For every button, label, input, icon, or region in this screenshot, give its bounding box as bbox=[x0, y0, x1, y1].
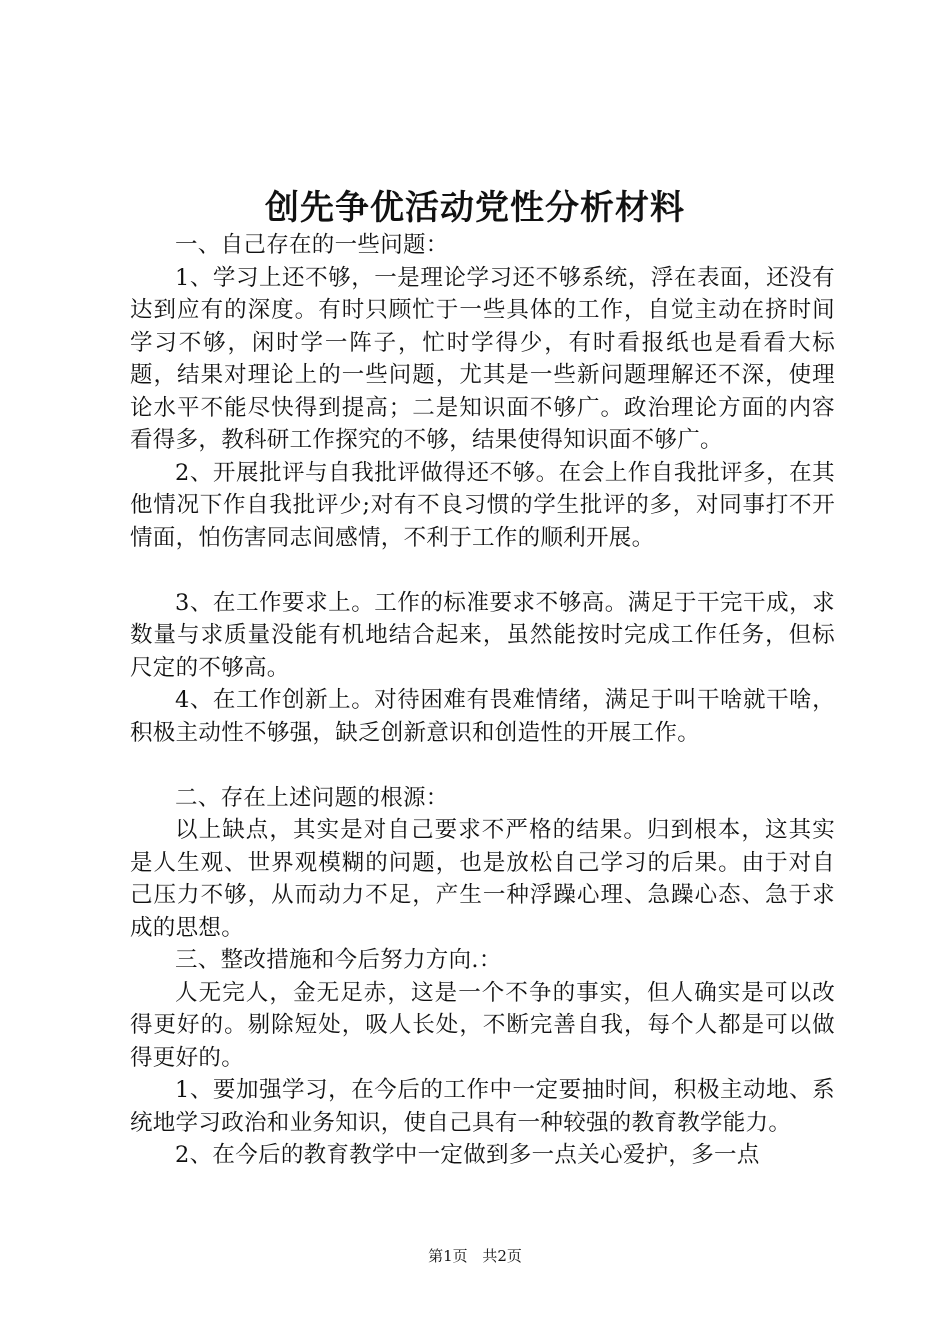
page-footer bbox=[0, 1246, 950, 1266]
paragraph-care-students: 2、在今后的教育教学中一定做到多一点关心爱护，多一点 bbox=[175, 1142, 760, 1168]
paragraph-root-causes: 以上缺点，其实是对自己要求不严格的结果。归到根本，这其实是人生观、世界观模糊的问题，也是放松自己学习的后果。由于对自己压力不够，从而动力不足，产生一种浮躁心理、急躁心态、急于求成的思想。 bbox=[130, 817, 835, 941]
section-heading-root-causes: 二、存在上述问题的根源： bbox=[175, 784, 449, 811]
total-pages: 共2页 bbox=[482, 1247, 522, 1265]
section-heading-measures: 三、整改措施和今后努力方向.： bbox=[175, 947, 502, 973]
paragraph-criticism: 2、开展批评与自我批评做得还不够。在会上作自我批评多，在其他情况下作自我批评少;对有不良习惯的学生批评的多，对同事打不开情面，怕伤害同志间感情，不利于工作的顺利开展。 bbox=[130, 459, 835, 551]
section-heading-problems: 一、自己存在的一些问题： bbox=[175, 232, 449, 258]
page-number: 第1页 bbox=[428, 1247, 468, 1265]
paragraph-improvement: 人无完人，金无足赤，这是一个不争的事实，但人确实是可以改得更好的。剔除短处，吸人长处，不断完善自我，每个人都是可以做得更好的。 bbox=[130, 979, 835, 1071]
paragraph-strengthen-study: 1、要加强学习，在今后的工作中一定要抽时间，积极主动地、系统地学习政治和业务知识，使自己具有一种较强的教育教学能力。 bbox=[130, 1077, 835, 1136]
document-body bbox=[130, 229, 835, 1172]
paragraph-spacer bbox=[130, 554, 835, 587]
paragraph-study: 1、学习上还不够，一是理论学习还不够系统，浮在表面，还没有达到应有的深度。有时只顾忙于一些具体的工作，自觉主动在挤时间学习不够，闲时学一阵子，忙时学得少，有时看报纸也是看看大标题，结果对理论上的一些问题，尤其是一些新问题理解还不深，使理论水平不能尽快得到提高；二是知识面不够广。政治理论方面的内容看得多，教科研工作探究的不够，结果使得知识面不够广。 bbox=[130, 264, 835, 453]
paragraph-work-requirements: 3、在工作要求上。工作的标准要求不够高。满足于干完干成，求数量与求质量没能有机地结合起来，虽然能按时完成工作任务，但标尺定的不够高。 bbox=[130, 589, 835, 681]
paragraph-spacer bbox=[130, 749, 835, 782]
document-title: 创先争优活动党性分析材料 bbox=[265, 188, 685, 228]
paragraph-work-innovation: 4、在工作创新上。对待困难有畏难情绪，满足于叫干啥就干啥，积极主动性不够强，缺乏创新意识和创造性的开展工作。 bbox=[130, 687, 835, 746]
